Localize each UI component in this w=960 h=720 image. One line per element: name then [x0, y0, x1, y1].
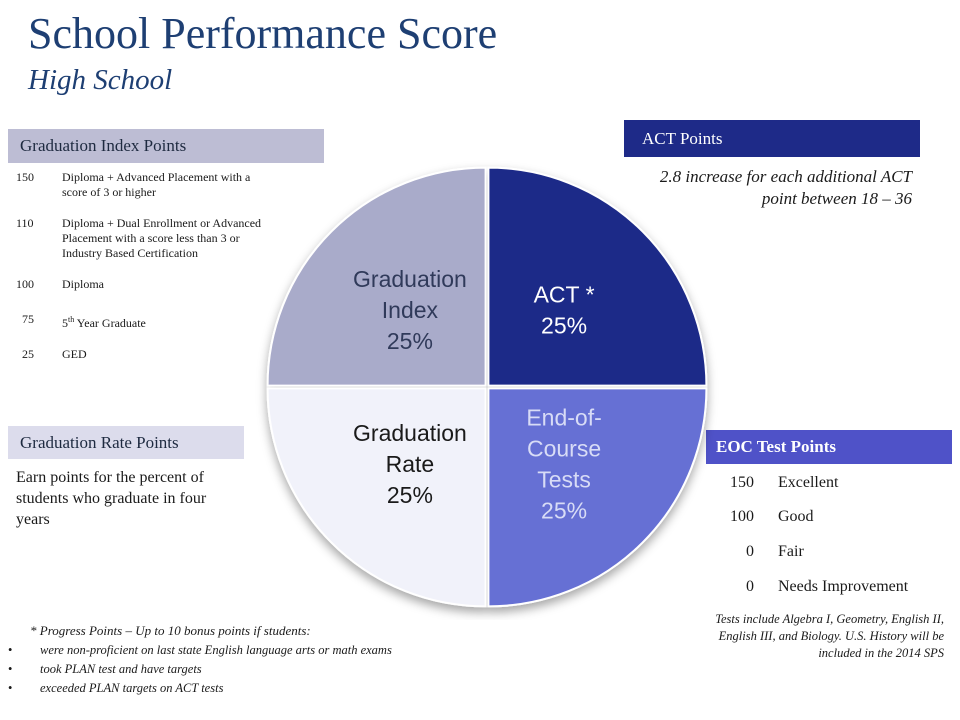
pie-slice-label-act: ACT * 25% [533, 281, 595, 339]
bullet-icon: • [8, 662, 13, 676]
page-subtitle: High School [28, 64, 173, 96]
row-description-line: Year Graduate [74, 316, 146, 330]
graduation-rate-description: Earn points for the percent of students who graduate in four years [16, 469, 207, 528]
eoc-note: Tests include Algebra I, Geometry, English II, English III, and Biology. U.S. History will be included in the 2014 SPS [715, 612, 944, 660]
row-description-number: 5 [62, 316, 68, 330]
pie-slice-act [488, 168, 706, 386]
eoc-points-heading: EOC Test Points [706, 430, 952, 464]
row-points: 25 [22, 347, 34, 361]
row-description-line: Diploma + Advanced Placement with a [62, 170, 251, 184]
row-points: 150 [16, 170, 34, 184]
eoc-points: 0 [746, 578, 754, 595]
row-description-line: score of 3 or higher [62, 185, 156, 199]
pie-slice-label-grad-index: Graduation Index 25% [353, 265, 467, 354]
row-points: 100 [16, 277, 34, 291]
graduation-rate-heading: Graduation Rate Points [8, 426, 244, 459]
graduation-index-heading: Graduation Index Points [8, 129, 324, 163]
eoc-label: Excellent [778, 474, 839, 491]
row-description-line: GED [62, 347, 87, 361]
bullet-icon: • [8, 681, 13, 695]
page-title: School Performance Score [28, 9, 498, 58]
eoc-row [716, 507, 946, 527]
score-pie-chart [250, 150, 720, 620]
row-description-line: Diploma + Dual Enrollment or Advanced [62, 216, 262, 230]
eoc-row [716, 577, 946, 597]
progress-points-heading: * Progress Points – Up to 10 bonus points if students: [30, 623, 311, 638]
pie-slice-label-eoc: End-of-Course Tests 25% [526, 404, 602, 524]
row-description-line: Placement with a score less than 3 or [62, 231, 240, 245]
row-points: 110 [16, 216, 34, 230]
eoc-row [716, 473, 946, 493]
eoc-row [716, 542, 946, 562]
progress-bullet-text: took PLAN test and have targets [40, 662, 202, 676]
row-description-line: Industry Based Certification [62, 246, 198, 260]
progress-bullet-text: were non-proficient on last state English language arts or math exams [40, 643, 392, 657]
row-points: 75 [22, 312, 34, 326]
bullet-icon: • [8, 643, 13, 657]
eoc-points: 100 [730, 508, 754, 525]
pie-slice-label-grad-rate: Graduation Rate 25% [353, 420, 467, 509]
row-description-line: Diploma [62, 277, 104, 291]
progress-bullet-text: exceeded PLAN targets on ACT tests [40, 681, 224, 695]
eoc-label: Fair [778, 543, 804, 560]
act-points-description: 2.8 increase for each additional ACT point between 18 – 36 [659, 167, 912, 208]
eoc-points: 0 [746, 543, 754, 560]
row-description-superscript: th [68, 315, 75, 324]
eoc-label: Needs Improvement [778, 578, 909, 595]
act-points-heading: ACT Points [624, 120, 920, 157]
eoc-points: 150 [730, 474, 754, 491]
eoc-label: Good [778, 508, 814, 525]
